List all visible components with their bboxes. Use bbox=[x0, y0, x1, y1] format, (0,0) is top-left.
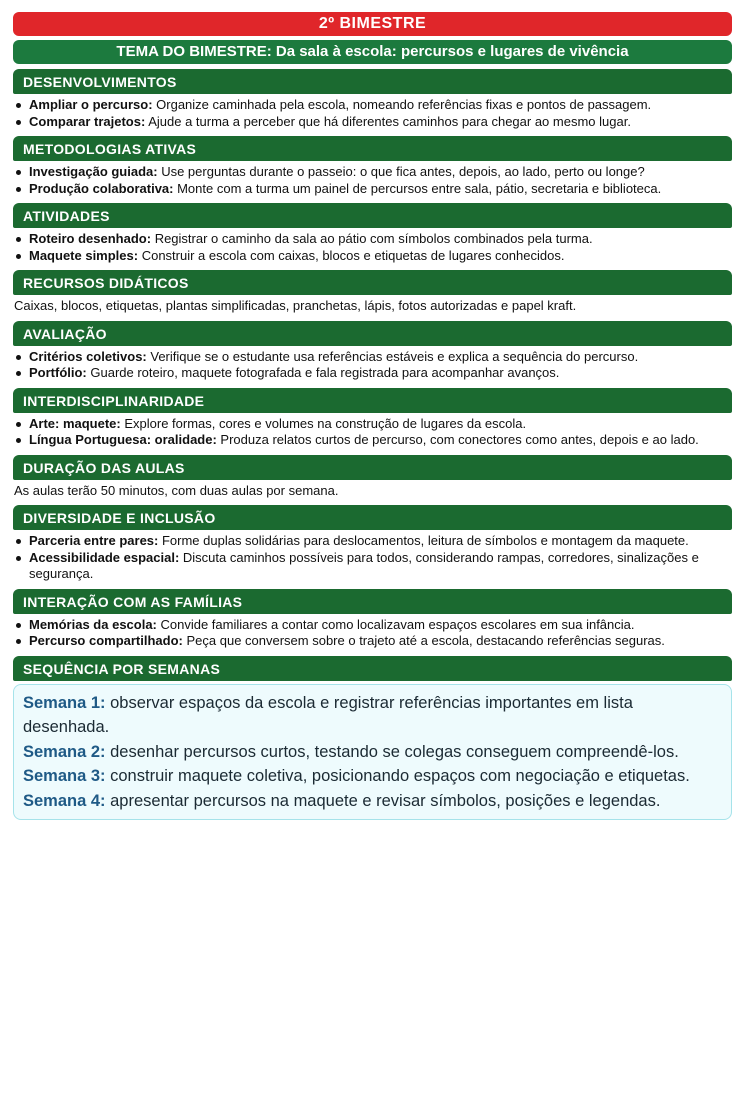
item-text: Guarde roteiro, maquete fotografada e fala registrada para acompanhar avanços. bbox=[86, 365, 560, 380]
item-text: Explore formas, cores e volumes na construção de lugares da escola. bbox=[120, 415, 527, 431]
section-header: DIVERSIDADE E INCLUSÃO bbox=[13, 505, 732, 530]
item-text: Verifique se o estudante usa referências estáveis e explica a sequência do percurso. bbox=[146, 348, 639, 364]
list-item bbox=[29, 365, 732, 382]
section-header: DESENVOLVIMENTOS bbox=[13, 69, 732, 94]
bullet-list bbox=[13, 97, 732, 130]
list-item bbox=[29, 349, 732, 366]
section-sequencia bbox=[13, 656, 732, 821]
week-label: Semana 3: bbox=[23, 767, 106, 785]
item-label: Parceria entre pares: bbox=[29, 533, 159, 548]
bullet-list bbox=[13, 231, 732, 264]
list-item bbox=[29, 231, 732, 248]
section-metodologias bbox=[13, 136, 732, 197]
week-row bbox=[23, 740, 721, 765]
section-header: DURAÇÃO DAS AULAS bbox=[13, 455, 732, 480]
section-duracao bbox=[13, 455, 732, 500]
section-header: SEQUÊNCIA POR SEMANAS bbox=[13, 656, 732, 681]
item-label: Portfólio: bbox=[29, 365, 87, 380]
bullet-list bbox=[13, 416, 732, 449]
theme-banner: TEMA DO BIMESTRE: Da sala à escola: percursos e lugares de vivência bbox=[13, 40, 732, 64]
week-text: observar espaços da escola e registrar referências importantes em lista desenhada. bbox=[23, 693, 633, 736]
week-row bbox=[23, 764, 721, 789]
section-avaliacao bbox=[13, 321, 732, 382]
item-text: Peça que conversem sobre o trajeto até a escola, destacando referências seguras. bbox=[182, 633, 665, 648]
item-text: Use perguntas durante o passeio: o que fica antes, depois, ao lado, perto ou longe? bbox=[157, 164, 645, 179]
week-text: apresentar percursos na maquete e revisar símbolos, posições e legendas. bbox=[105, 791, 661, 810]
item-label: Maquete simples: bbox=[29, 247, 139, 263]
list-item bbox=[29, 181, 732, 198]
bullet-list bbox=[13, 164, 732, 197]
item-text: Construir a escola com caixas, blocos e etiquetas de lugares conhecidos. bbox=[138, 247, 565, 263]
item-label: Percurso compartilhado: bbox=[29, 633, 183, 648]
list-item bbox=[29, 97, 732, 114]
item-label: Investigação guiada: bbox=[29, 164, 158, 179]
item-text: Ajude a turma a perceber que há diferentes caminhos para chegar ao mesmo lugar. bbox=[145, 113, 631, 129]
list-item bbox=[29, 248, 732, 265]
bullet-list bbox=[13, 349, 732, 382]
item-text: Registrar o caminho da sala ao pátio com símbolos combinados pela turma. bbox=[151, 231, 593, 246]
item-text: Forme duplas solidárias para deslocamentos, leitura de símbolos e montagem da maquete. bbox=[158, 533, 689, 548]
list-item bbox=[29, 617, 732, 634]
list-item bbox=[29, 416, 732, 433]
bullet-list bbox=[13, 533, 732, 583]
item-label: Comparar trajetos: bbox=[29, 113, 146, 129]
resources-text: Caixas, blocos, etiquetas, plantas simplificadas, pranchetas, lápis, fotos autorizadas e papel kraft. bbox=[14, 298, 577, 313]
item-text: Organize caminhada pela escola, nomeando referências fixas e pontos de passagem. bbox=[152, 97, 652, 112]
item-label: Produção colaborativa: bbox=[29, 180, 174, 196]
section-diversidade bbox=[13, 505, 732, 583]
list-item bbox=[29, 550, 732, 583]
section-interdisciplinaridade bbox=[13, 388, 732, 449]
list-item bbox=[29, 432, 732, 449]
week-label: Semana 2: bbox=[23, 742, 106, 761]
item-text: Produza relatos curtos de percurso, com conectores como antes, depois e ao lado. bbox=[216, 432, 699, 447]
section-familias bbox=[13, 589, 732, 650]
week-row bbox=[23, 789, 721, 814]
section-header: INTERDISCIPLINARIDADE bbox=[13, 388, 732, 413]
list-item bbox=[29, 164, 732, 181]
section-header: RECURSOS DIDÁTICOS bbox=[13, 270, 732, 295]
list-item bbox=[29, 114, 732, 131]
item-text: Discuta caminhos possíveis para todos, considerando rampas, corredores, sinalizações e segurança. bbox=[29, 549, 699, 581]
week-text: construir maquete coletiva, posicionando espaços com negociação e etiquetas. bbox=[105, 767, 690, 785]
period-banner: 2º BIMESTRE bbox=[13, 12, 732, 36]
section-header: METODOLOGIAS ATIVAS bbox=[13, 136, 732, 161]
section-header: ATIVIDADES bbox=[13, 203, 732, 228]
item-label: Ampliar o percurso: bbox=[29, 97, 153, 112]
item-label: Língua Portuguesa: oralidade: bbox=[29, 432, 217, 447]
section-header: INTERAÇÃO COM AS FAMÍLIAS bbox=[13, 589, 732, 614]
section-desenvolvimentos bbox=[13, 69, 732, 130]
list-item bbox=[29, 533, 732, 550]
item-label: Arte: maquete: bbox=[29, 415, 121, 431]
week-row bbox=[23, 691, 721, 740]
week-text: desenhar percursos curtos, testando se colegas conseguem compreendê-los. bbox=[105, 742, 679, 761]
list-item bbox=[29, 633, 732, 650]
week-label: Semana 1: bbox=[23, 693, 106, 712]
item-label: Acessibilidade espacial: bbox=[29, 549, 180, 565]
weeks-box bbox=[13, 684, 732, 821]
item-label: Critérios coletivos: bbox=[29, 348, 147, 364]
item-text: Convide familiares a contar como localizavam espaços escolares em sua infância. bbox=[156, 616, 635, 632]
section-recursos bbox=[13, 270, 732, 315]
duration-text: As aulas terão 50 minutos, com duas aulas por semana. bbox=[14, 482, 339, 498]
item-label: Roteiro desenhado: bbox=[29, 231, 152, 246]
week-label: Semana 4: bbox=[23, 791, 106, 810]
section-atividades bbox=[13, 203, 732, 264]
section-header: AVALIAÇÃO bbox=[13, 321, 732, 346]
bullet-list bbox=[13, 617, 732, 650]
item-label: Memórias da escola: bbox=[29, 616, 157, 632]
item-text: Monte com a turma um painel de percursos entre sala, pátio, secretaria e biblioteca. bbox=[173, 180, 662, 196]
